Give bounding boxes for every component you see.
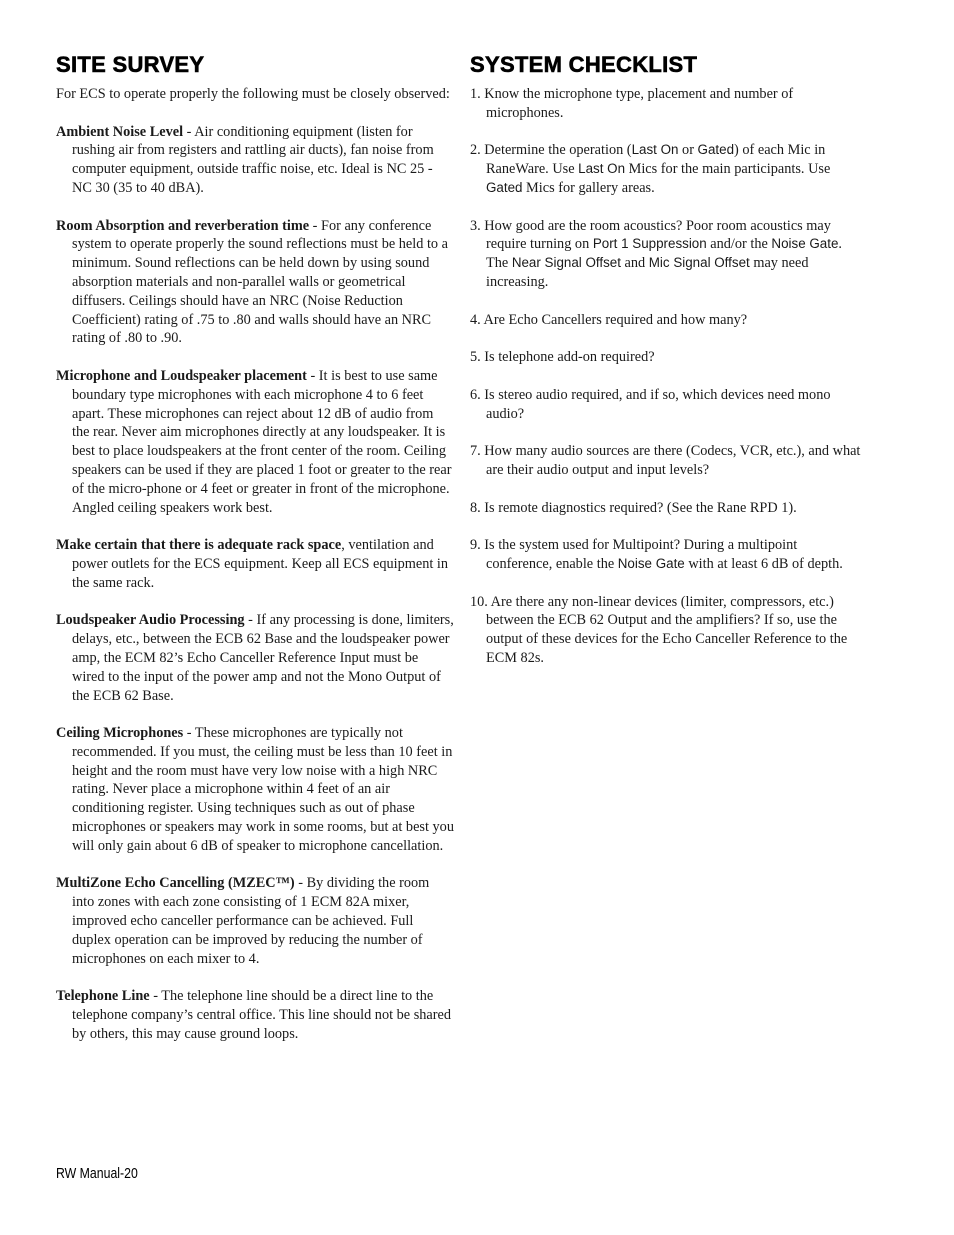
checklist-text: 2. Determine the operation ( — [470, 142, 632, 159]
checklist-text: Mics for gallery areas. — [522, 179, 655, 196]
site-survey-column — [56, 52, 454, 1062]
control-name: Last On — [578, 161, 626, 177]
survey-text: - The telephone line should be a direct line to the telephone company’s central office. This line should not be shared by others, this may cause ground loops. — [72, 988, 452, 1042]
survey-text: , ventilation and power outlets for the ECS equipment. Keep all ECS equipment in the same rack. — [72, 537, 449, 591]
control-name: Noise Gate — [771, 236, 839, 252]
control-name: Near Signal Offset — [511, 255, 621, 271]
control-name: Gated — [486, 179, 523, 195]
checklist-item-4 — [470, 311, 862, 330]
checklist-text: 4. Are Echo Cancellers required and how many? — [470, 311, 748, 328]
survey-item-mic-speaker-placement — [56, 367, 454, 517]
checklist-text: 5. Is telephone add-on required? — [470, 349, 655, 366]
checklist-text: Mics for the main participants. Use — [625, 161, 831, 178]
control-name: Noise Gate — [617, 555, 685, 571]
system-checklist-column — [470, 52, 862, 687]
site-survey-heading: SITE SURVEY — [56, 52, 205, 77]
site-survey-intro: For ECS to operate properly the following must be closely observed: — [56, 86, 450, 102]
checklist-item-3 — [470, 217, 862, 292]
survey-item-telephone-line — [56, 987, 454, 1043]
checklist-item-6 — [470, 386, 862, 424]
survey-text: - Air conditioning equipment (listen for rushing air from registers and rattling air ducts), fan noise from computer equipment, outside traffic noise, etc. Ideal is NC 25 - NC 30 (35 to 40 dBA). — [72, 123, 434, 196]
survey-item-audio-processing — [56, 611, 454, 705]
checklist-text: 3. How good are the room acoustics? Poor room acoustics may require turning on — [470, 217, 831, 253]
system-checklist-heading: SYSTEM CHECKLIST — [470, 52, 698, 77]
control-name: Port 1 Suppression — [592, 236, 707, 252]
checklist-text: 7. How many audio sources are there (Codecs, VCR, etc.), and what are their audio output and input levels? — [470, 443, 861, 478]
checklist-text: 1. Know the microphone type, placement and number of microphones. — [470, 86, 794, 121]
survey-item-ambient-noise — [56, 123, 454, 198]
control-name: Mic Signal Offset — [648, 255, 750, 271]
checklist-text: 8. Is remote diagnostics required? (See the Rane RPD 1). — [470, 499, 797, 516]
survey-term: Room Absorption and reverberation time — [56, 217, 310, 234]
checklist-text: ) of each Mic in RaneWare. Use — [486, 142, 826, 178]
survey-term: Telephone Line — [56, 988, 150, 1005]
checklist-text: 9. Is the system used for Multipoint? During a multipoint conference, enable the — [470, 537, 798, 572]
survey-term: MultiZone Echo Cancelling (MZEC™) — [56, 875, 295, 892]
checklist-item-7 — [470, 442, 862, 480]
survey-item-rack-space — [56, 536, 454, 592]
checklist-item-1 — [470, 85, 862, 123]
checklist-text: may need increasing. — [486, 255, 809, 290]
survey-text: - If any processing is done, limiters, delays, etc., between the ECB 62 Base and the loudspeaker power amp, the ECM 82’s Echo Canceller Reference Input must be wired to the input of the power amp and not the Mono Output of the ECB 62 Base. — [72, 612, 454, 704]
survey-term: Microphone and Loudspeaker placement — [56, 367, 307, 384]
survey-term: Make certain that there is adequate rack space — [56, 537, 342, 554]
checklist-text: . The — [486, 236, 842, 272]
survey-term: Ambient Noise Level — [56, 123, 184, 140]
survey-item-ceiling-mics — [56, 724, 454, 856]
checklist-item-10 — [470, 593, 862, 668]
checklist-text: with at least 6 dB of depth. — [684, 555, 843, 572]
page-footer-label: RW Manual-20 — [56, 1165, 138, 1182]
survey-text: - These microphones are typically not recommended. If you must, the ceiling must be less than 10 feet in height and the room must have very low noise with a high NRC rating. Never place a microphone within 4 feet of an air conditioning register. Using techniques such as out of phase microphones or speakers may work in some rooms, but at best you will only gain about 6 dB of speaker to microphone cancellation. — [72, 725, 454, 854]
checklist-text: 10. Are there any non-linear devices (limiter, compressors, etc.) between the ECB 62 Output and the amplifiers? If so, use the output of these devices for the Echo Canceller Reference to the ECM 82s. — [470, 593, 848, 666]
checklist-item-2 — [470, 141, 862, 197]
survey-term: Loudspeaker Audio Processing — [56, 612, 245, 629]
checklist-text: 6. Is stereo audio required, and if so, which devices need mono audio? — [470, 386, 831, 422]
checklist-text: and — [620, 255, 649, 272]
checklist-item-8 — [470, 499, 862, 518]
checklist-item-5 — [470, 348, 862, 367]
survey-item-room-absorption — [56, 217, 454, 349]
checklist-text: and/or the — [706, 236, 772, 253]
control-name: Last On — [631, 142, 679, 158]
survey-text: - For any conference system to operate properly the sound reflections must be held to a minimum. Sound reflections can be held down by using sound absorption materials and non-parallel walls or geometrical diffusers. Ceilings should have an NRC (Noise Reduction Coefficient) rating of .75 to .80 and walls should have an NRC rating of .80 to .90. — [72, 217, 448, 347]
checklist-item-9 — [470, 536, 862, 574]
survey-text: - By dividing the room into zones with each zone consisting of 1 ECM 82A mixer, improved echo canceller performance can be achieved. Full duplex operation can be improved by reducing the number of microphones on each mixer to 4. — [72, 875, 430, 967]
checklist-text: or — [678, 142, 698, 159]
control-name: Gated — [697, 142, 735, 158]
checklist — [470, 85, 862, 668]
survey-term: Ceiling Microphones — [56, 725, 184, 742]
survey-text: - It is best to use same boundary type microphones with each microphone 4 to 6 feet apart. These microphones can reject about 12 dB of audio from the rear. Never aim microphones directly at any loudspeaker. It is best to place loudspeakers at the front center of the room. Ceiling speakers can be used if they are placed 1 foot or greater to the rear of the micro-phone or 4 feet or greater in front of the microphone. Angled ceiling speakers work best. — [72, 367, 452, 516]
survey-item-mzec — [56, 874, 454, 968]
